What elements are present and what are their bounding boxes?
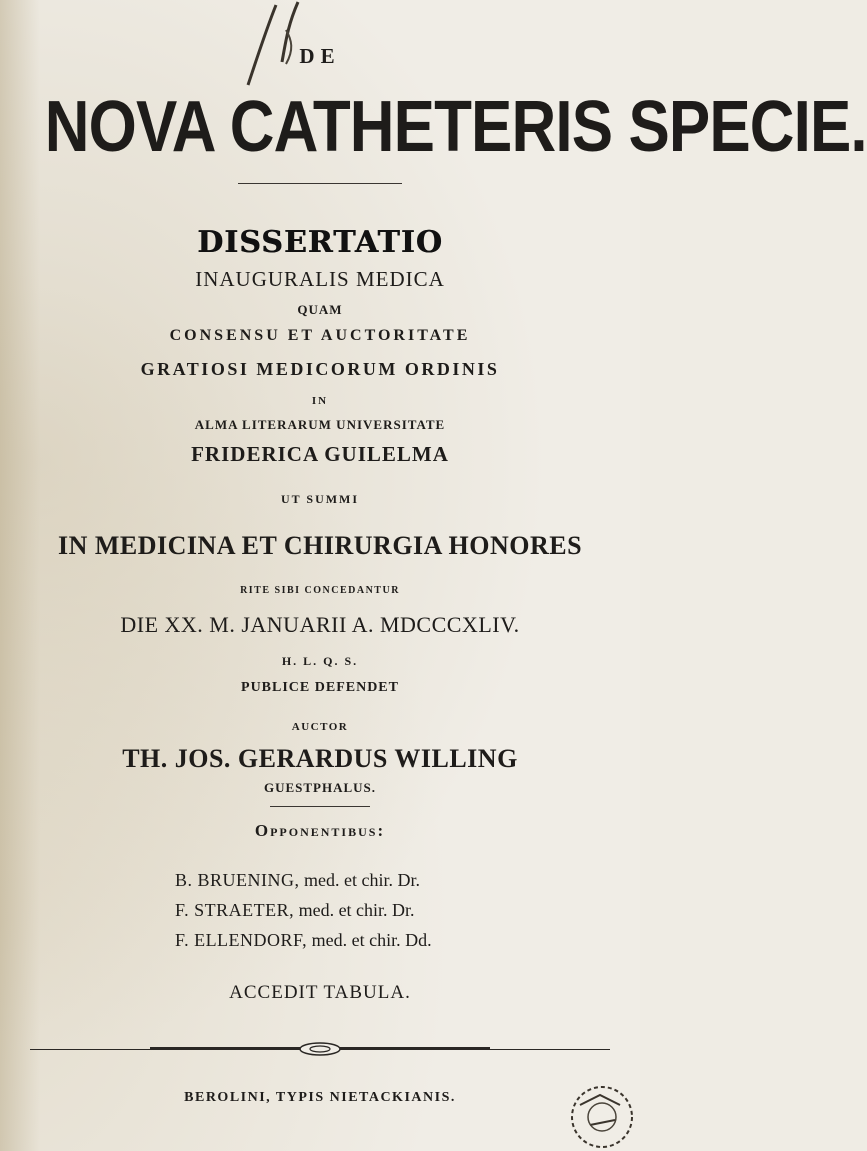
date-line: DIE XX. M. JANUARII A. MDCCCXLIV. <box>120 612 520 637</box>
imprint-line: BEROLINI, TYPIS NIETACKIANIS. <box>184 1090 456 1105</box>
rite-line: RITE SIBI CONCEDANTUR <box>240 585 400 596</box>
opponentibus-heading: Opponentibus: <box>254 821 386 840</box>
library-stamp-icon <box>560 1075 640 1151</box>
author-origin: GUESTPHALUS. <box>263 780 377 795</box>
opponent-name: B. BRUENING, <box>175 870 300 890</box>
hlqs-line: H. L. Q. S. <box>281 654 359 668</box>
honores-line: IN MEDICINA ET CHIRURGIA HONORES <box>57 531 583 560</box>
divider <box>238 183 402 184</box>
ornament-icon <box>298 1041 342 1057</box>
divider <box>270 806 370 807</box>
list-item <box>175 895 432 925</box>
list-item <box>175 925 432 955</box>
consensu-line: CONSENSU ET AUCTORITATE <box>169 327 471 344</box>
publice-line: PUBLICE DEFENDET <box>241 680 399 695</box>
list-item <box>175 865 432 895</box>
opponent-title: med. et chir. Dd. <box>311 930 432 950</box>
accedit-line: ACCEDIT TABULA. <box>229 982 411 1003</box>
page-spine-shadow <box>0 0 40 1151</box>
de-heading: DE <box>299 44 341 68</box>
opponent-title: med. et chir. Dr. <box>304 870 420 890</box>
opponent-name: F. STRAETER, <box>175 900 295 920</box>
alma-line: ALMA LITERARUM UNIVERSITATE <box>194 417 446 432</box>
gratiosi-line: GRATIOSI MEDICORUM ORDINIS <box>140 359 500 379</box>
dissertatio-heading: DISSERTATIO <box>197 225 443 260</box>
ut-summi-line: UT SUMMI <box>280 492 360 506</box>
auctor-line: AUCTOR <box>291 721 349 733</box>
main-title: NOVA CATHETERIS SPECIE. <box>44 87 867 167</box>
opponent-name: F. ELLENDORF, <box>175 930 308 950</box>
opponents-list <box>175 865 432 955</box>
opponent-title: med. et chir. Dr. <box>298 900 415 920</box>
in-line: IN <box>311 395 329 407</box>
inauguralis-line: INAUGURALIS MEDICA <box>195 267 445 291</box>
author-name: TH. JOS. GERARDUS WILLING <box>122 744 518 773</box>
university-name: FRIDERICA GUILELMA <box>191 442 449 466</box>
quam-line: QUAM <box>297 302 343 317</box>
